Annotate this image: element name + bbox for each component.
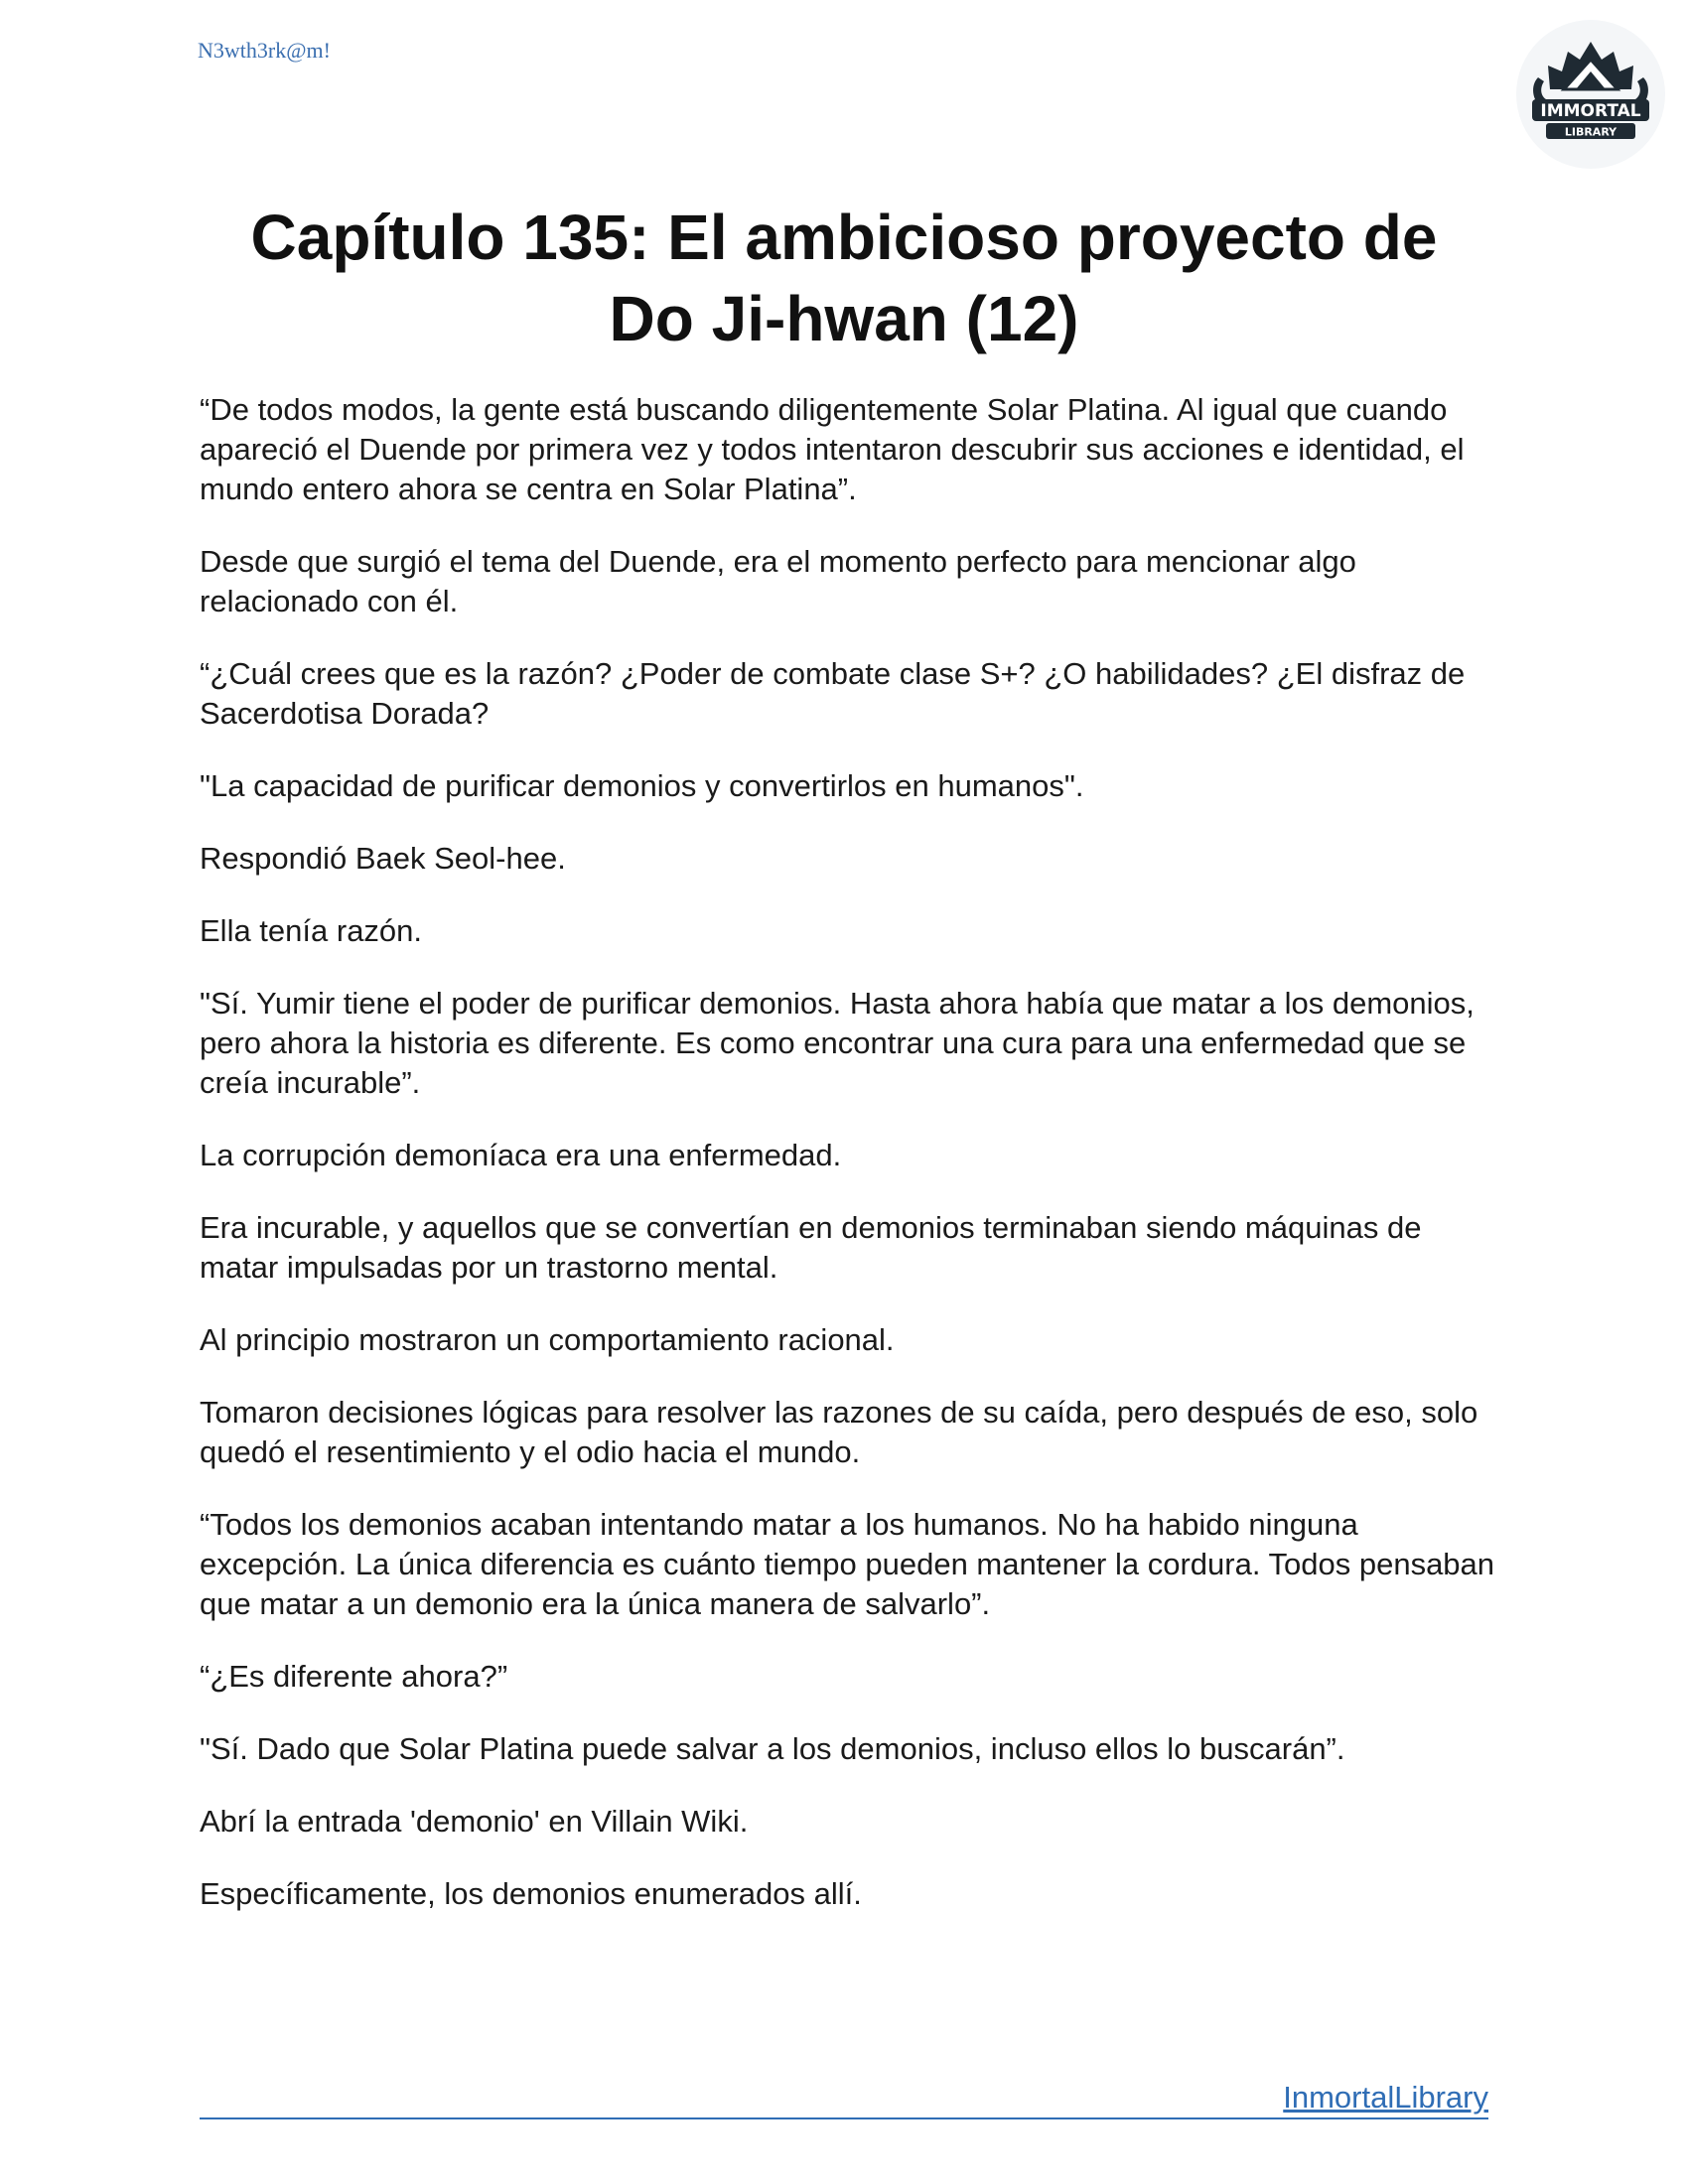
immortal-library-logo bbox=[1516, 20, 1665, 169]
paragraph: Tomaron decisiones lógicas para resolver las razones de su caída, pero después de eso, solo quedó el resentimiento y el odio hacia el mundo. bbox=[200, 1395, 1478, 1469]
paragraph: Respondió Baek Seol-hee. bbox=[200, 841, 566, 876]
paragraph: "Sí. Dado que Solar Platina puede salvar a los demonios, incluso ellos lo buscarán”. bbox=[200, 1731, 1345, 1766]
paragraph: "Sí. Yumir tiene el poder de purificar demonios. Hasta ahora había que matar a los demonios, pero ahora la historia es diferente. Es como encontrar una cura para una enfermedad que se creía incurable”. bbox=[200, 986, 1475, 1100]
paragraph: Específicamente, los demonios enumerados allí. bbox=[200, 1876, 862, 1911]
paragraph: Desde que surgió el tema del Duende, era el momento perfecto para mencionar algo relacionado con él. bbox=[200, 544, 1356, 618]
paragraph: Era incurable, y aquellos que se convertían en demonios terminaban siendo máquinas de matar impulsadas por un trastorno mental. bbox=[200, 1210, 1422, 1285]
chapter-title-line-1: Capítulo 135: El ambicioso proyecto de bbox=[250, 202, 1438, 273]
paragraph: "La capacidad de purificar demonios y convertirlos en humanos". bbox=[200, 768, 1084, 803]
paragraph: Al principio mostraron un comportamiento racional. bbox=[200, 1322, 895, 1357]
paragraph: Ella tenía razón. bbox=[200, 913, 423, 948]
paragraph: “¿Cuál crees que es la razón? ¿Poder de combate clase S+? ¿O habilidades? ¿El disfraz de Sacerdotisa Dorada? bbox=[200, 656, 1466, 731]
paragraph: “¿Es diferente ahora?” bbox=[200, 1659, 508, 1694]
chapter-title-line-2: Do Ji-hwan (12) bbox=[609, 283, 1079, 354]
paragraph: “De todos modos, la gente está buscando diligentemente Solar Platina. Al igual que cuando apareció el Duende por primera vez y todos intentaron descubrir sus acciones e identidad, el mundo entero ahora se centra en Solar Platina”. bbox=[200, 392, 1465, 506]
chapter-title bbox=[149, 197, 1539, 359]
paragraph: Abrí la entrada 'demonio' en Villain Wiki. bbox=[200, 1804, 749, 1839]
paragraph: “Todos los demonios acaban intentando matar a los humanos. No ha habido ninguna excepción. La única diferencia es cuánto tiempo pueden mantener la cordura. Todos pensaban que matar a un demonio era la única manera de salvarlo”. bbox=[200, 1507, 1495, 1621]
chapter-body bbox=[200, 390, 1500, 1947]
logo-text-immortal: IMMORTAL bbox=[1540, 101, 1641, 121]
footer-inmortallibrary-link[interactable]: InmortalLibrary bbox=[1283, 2080, 1488, 2115]
paragraph: La corrupción demoníaca era una enfermedad. bbox=[200, 1138, 842, 1172]
logo-emblem-icon bbox=[1516, 20, 1665, 169]
watermark-text: N3wth3rk@m! bbox=[198, 38, 331, 63]
logo-text-library: LIBRARY bbox=[1564, 125, 1618, 139]
page-footer bbox=[200, 2080, 1488, 2119]
